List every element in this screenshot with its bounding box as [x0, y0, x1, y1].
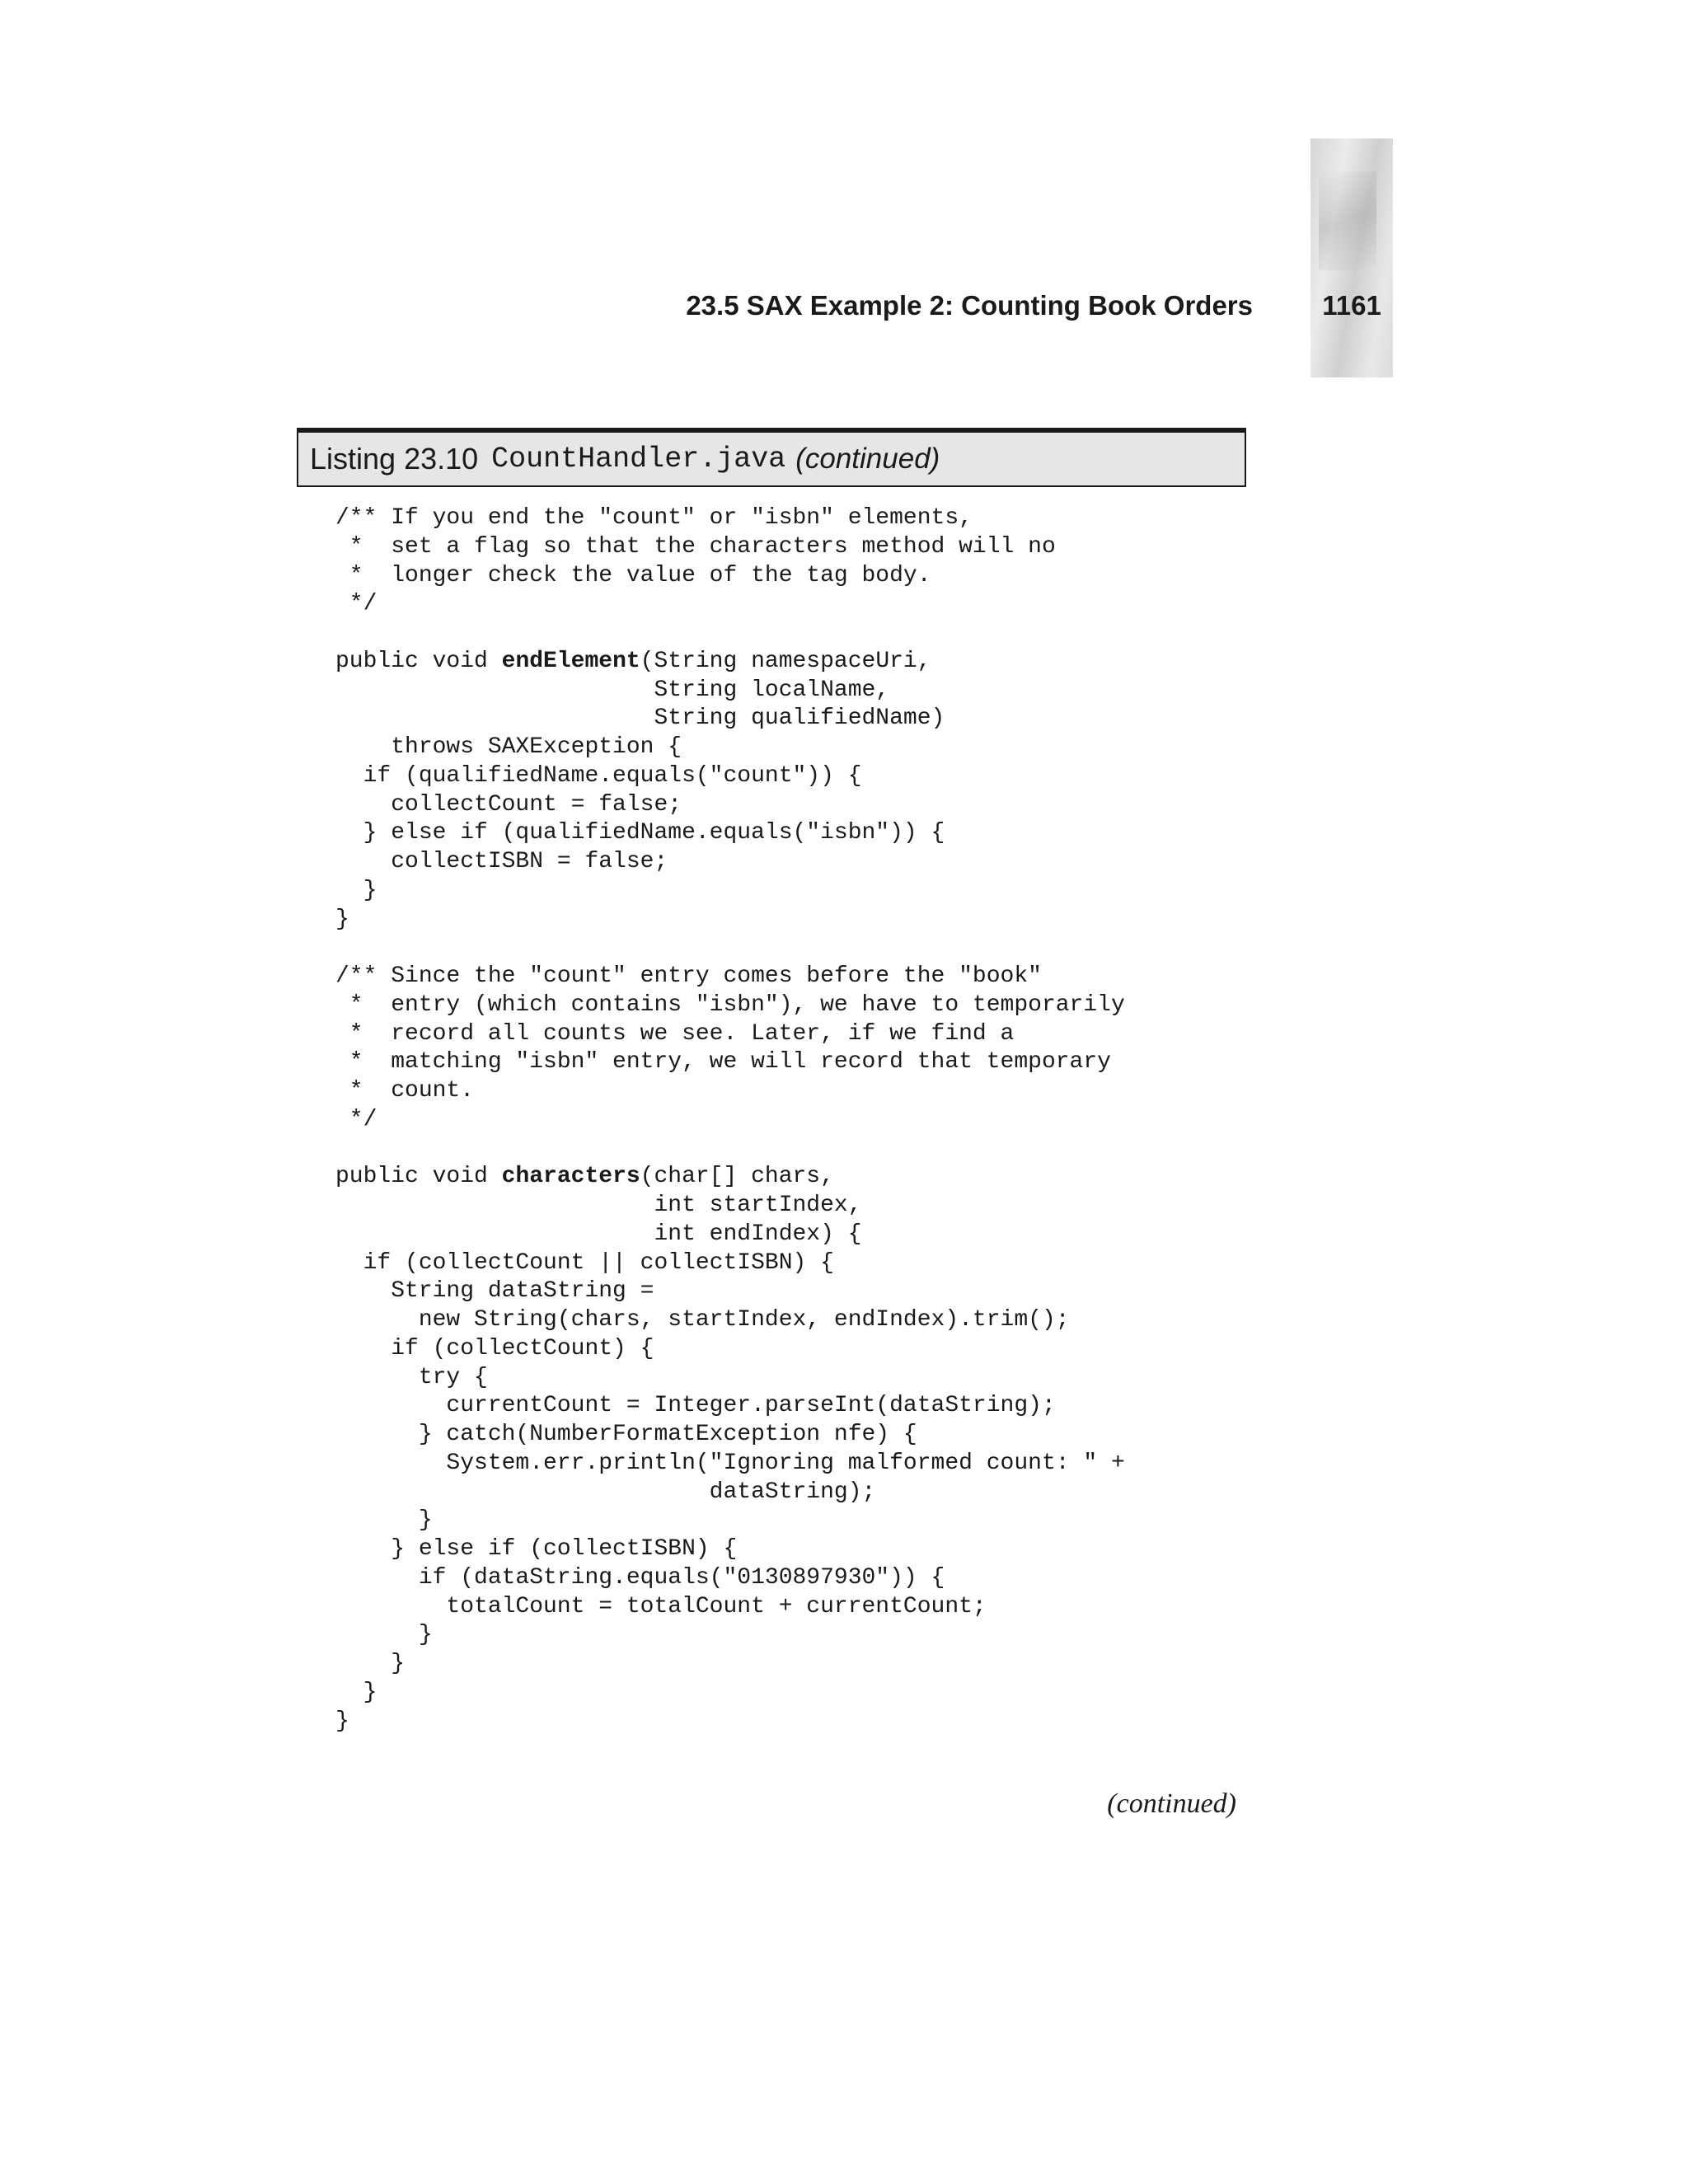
code-line: } else if (qualifiedName.equals("isbn")) { — [335, 820, 945, 846]
code-line: int endIndex) { — [335, 1221, 862, 1247]
code-line: /** Since the "count" entry comes before the "book" — [335, 963, 1042, 989]
code-line-text: public void — [335, 1164, 502, 1190]
running-head-title: 23.5 SAX Example 2: Counting Book Orders — [686, 290, 1253, 321]
code-line — [335, 1135, 1125, 1164]
code-line: * count. — [335, 1078, 475, 1104]
code-line: * set a flag so that the characters method will no — [335, 533, 1056, 560]
code-line: if (qualifiedName.equals("count")) { — [335, 762, 862, 789]
code-method-name: characters — [501, 1164, 640, 1190]
code-line: collectISBN = false; — [335, 849, 668, 874]
code-method-name: endElement — [501, 648, 640, 674]
code-line: collectCount = false; — [335, 791, 682, 818]
code-line: * matching "isbn" entry, we will record that temporary — [335, 1049, 1111, 1076]
thumb-tab-texture — [1319, 171, 1376, 270]
code-line: } — [335, 1708, 349, 1734]
code-line: int startIndex, — [335, 1193, 862, 1218]
continued-footer: (continued) — [1107, 1788, 1236, 1819]
code-line: if (dataString.equals("0130897930")) { — [335, 1564, 945, 1591]
code-line: currentCount = Integer.parseInt(dataString); — [335, 1393, 1056, 1419]
code-line-text: (char[] chars, — [640, 1164, 834, 1190]
listing-label: Listing 23.10 — [310, 442, 479, 476]
code-line: String localName, — [335, 677, 890, 703]
listing-caption-box — [297, 428, 1246, 487]
code-line: } — [335, 1622, 433, 1648]
code-line-text: (String namespaceUri, — [640, 648, 931, 674]
code-line: } catch(NumberFormatException nfe) { — [335, 1422, 917, 1447]
code-line: } — [335, 1507, 433, 1534]
code-line — [335, 1163, 1125, 1192]
code-line: } — [335, 1679, 377, 1705]
code-line: dataString); — [335, 1479, 876, 1505]
code-line: try { — [335, 1364, 488, 1390]
code-listing — [335, 504, 1125, 1736]
code-line: totalCount = totalCount + currentCount; — [335, 1593, 987, 1619]
code-line — [335, 648, 1125, 677]
code-line: String qualifiedName) — [335, 705, 945, 732]
code-line: */ — [335, 591, 377, 617]
code-line: } — [335, 1651, 406, 1676]
listing-continued: (continued) — [795, 443, 940, 475]
code-line: new String(chars, startIndex, endIndex).trim(); — [335, 1307, 1070, 1333]
listing-filename: CountHandler.java — [491, 443, 786, 476]
code-line-text: public void — [335, 648, 502, 674]
code-line — [335, 934, 1125, 963]
code-line: throws SAXException { — [335, 734, 682, 760]
code-line: */ — [335, 1106, 377, 1132]
code-line: * longer check the value of the tag body. — [335, 562, 931, 588]
code-line: System.err.println("Ignoring malformed count: " + — [335, 1450, 1125, 1476]
page-number: 1161 — [1322, 290, 1381, 321]
code-line: } else if (collectISBN) { — [335, 1536, 738, 1562]
code-line: * record all counts we see. Later, if we find a — [335, 1020, 1015, 1047]
code-line: } — [335, 877, 377, 903]
code-line — [335, 619, 1125, 648]
code-line: if (collectCount || collectISBN) { — [335, 1249, 834, 1276]
code-line: String dataString = — [335, 1278, 654, 1305]
code-line: if (collectCount) { — [335, 1335, 654, 1361]
code-line: /** If you end the "count" or "isbn" elements, — [335, 505, 973, 531]
code-line: } — [335, 906, 349, 932]
thumb-tab — [1311, 138, 1393, 377]
code-line: * entry (which contains "isbn"), we have to temporarily — [335, 991, 1125, 1018]
